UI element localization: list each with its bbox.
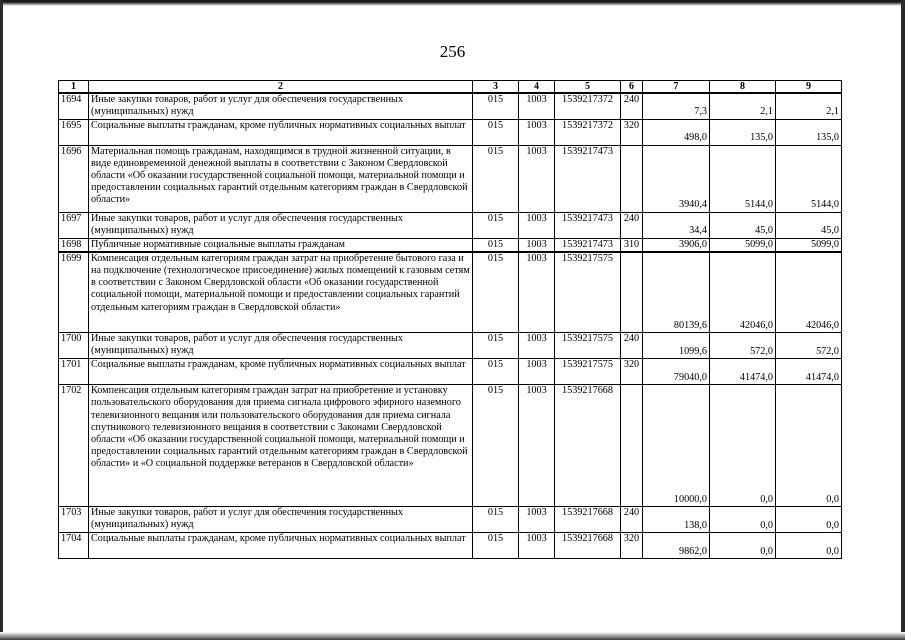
row-section-code: 1003 — [519, 333, 555, 359]
row-ministry-code: 015 — [473, 359, 519, 385]
row-amount-col8: 2,1 — [710, 93, 776, 119]
row-target-code: 1539217575 — [555, 252, 621, 333]
row-amount-col7: 498,0 — [643, 119, 710, 145]
row-target-code: 1539217668 — [555, 385, 621, 507]
row-section-code: 1003 — [519, 385, 555, 507]
table-header — [59, 81, 842, 94]
budget-table — [58, 80, 842, 559]
row-amount-col8: 5099,0 — [710, 238, 776, 252]
row-target-code: 1539217575 — [555, 359, 621, 385]
row-section-code: 1003 — [519, 533, 555, 559]
row-amount-col9: 135,0 — [776, 119, 842, 145]
row-section-code: 1003 — [519, 212, 555, 238]
row-amount-col9: 0,0 — [776, 533, 842, 559]
row-amount-col7: 80139,6 — [643, 252, 710, 333]
table-body — [59, 93, 842, 559]
row-section-code: 1003 — [519, 93, 555, 119]
table-row — [59, 385, 842, 507]
row-name: Компенсация отдельным категориям граждан затрат на приобретение бытового газа и на подключение (технологическое присоединение) жилых помещений к газовым сетям в соответствии с Законом Свердловской области «Об оказании государственной социальной помощи, материальной помощи и предоставлении социальных гарантий отдельным категориям граждан в Свердловской области» — [89, 252, 473, 333]
row-amount-col8: 0,0 — [710, 533, 776, 559]
row-amount-col7: 79040,0 — [643, 359, 710, 385]
row-section-code: 1003 — [519, 507, 555, 533]
row-section-code: 1003 — [519, 252, 555, 333]
row-ministry-code: 015 — [473, 238, 519, 252]
table-row — [59, 238, 842, 252]
row-name: Иные закупки товаров, работ и услуг для обеспечения государственных (муниципальных) нужд — [89, 333, 473, 359]
column-header-7: 7 — [643, 81, 710, 94]
table-row — [59, 252, 842, 333]
row-name: Публичные нормативные социальные выплаты гражданам — [89, 238, 473, 252]
scan-border-right — [901, 0, 905, 640]
row-amount-col8: 0,0 — [710, 385, 776, 507]
row-target-code: 1539217473 — [555, 145, 621, 212]
row-expense-type: 240 — [621, 507, 643, 533]
scan-border-bottom — [0, 632, 905, 640]
row-amount-col9: 5099,0 — [776, 238, 842, 252]
row-amount-col8: 0,0 — [710, 507, 776, 533]
row-amount-col7: 10000,0 — [643, 385, 710, 507]
row-ministry-code: 015 — [473, 385, 519, 507]
row-name: Иные закупки товаров, работ и услуг для обеспечения государственных (муниципальных) нужд — [89, 507, 473, 533]
row-name: Социальные выплаты гражданам, кроме публичных нормативных социальных выплат — [89, 359, 473, 385]
row-expense-type: 240 — [621, 212, 643, 238]
table-row — [59, 93, 842, 119]
row-amount-col8: 135,0 — [710, 119, 776, 145]
row-name: Социальные выплаты гражданам, кроме публичных нормативных социальных выплат — [89, 119, 473, 145]
row-amount-col9: 5144,0 — [776, 145, 842, 212]
row-amount-col8: 572,0 — [710, 333, 776, 359]
row-amount-col7: 138,0 — [643, 507, 710, 533]
row-amount-col9: 41474,0 — [776, 359, 842, 385]
row-expense-type: 240 — [621, 93, 643, 119]
column-header-8: 8 — [710, 81, 776, 94]
row-name: Материальная помощь гражданам, находящимся в трудной жизненной ситуации, в виде единовременной денежной выплаты в соответствии с Законом Свердловской области «Об оказании государственной социальной помощи, материальной помощи и предоставлении социальных гарантий отдельным категориям граждан в Свердловской области» — [89, 145, 473, 212]
row-ministry-code: 015 — [473, 145, 519, 212]
row-ministry-code: 015 — [473, 252, 519, 333]
column-header-9: 9 — [776, 81, 842, 94]
row-amount-col8: 41474,0 — [710, 359, 776, 385]
row-name: Иные закупки товаров, работ и услуг для обеспечения государственных (муниципальных) нужд — [89, 93, 473, 119]
row-name: Иные закупки товаров, работ и услуг для обеспечения государственных (муниципальных) нужд — [89, 212, 473, 238]
row-expense-type — [621, 145, 643, 212]
row-amount-col7: 3906,0 — [643, 238, 710, 252]
row-expense-type: 240 — [621, 333, 643, 359]
column-header-1: 1 — [59, 81, 89, 94]
header-row — [59, 81, 842, 94]
row-expense-type: 320 — [621, 533, 643, 559]
row-target-code: 1539217668 — [555, 507, 621, 533]
scan-border-left — [0, 0, 3, 640]
row-section-code: 1003 — [519, 238, 555, 252]
row-number: 1702 — [59, 385, 89, 507]
scan-border-top — [0, 0, 905, 6]
table-row — [59, 119, 842, 145]
row-ministry-code: 015 — [473, 507, 519, 533]
table-row — [59, 145, 842, 212]
column-header-6: 6 — [621, 81, 643, 94]
page-number: 256 — [439, 42, 466, 61]
column-header-4: 4 — [519, 81, 555, 94]
row-number: 1696 — [59, 145, 89, 212]
row-amount-col9: 572,0 — [776, 333, 842, 359]
row-target-code: 1539217372 — [555, 119, 621, 145]
table-row — [59, 359, 842, 385]
row-ministry-code: 015 — [473, 212, 519, 238]
row-name: Компенсация отдельным категориям граждан затрат на приобретение и установку пользовательского оборудования для приема сигнала цифрового эфирного наземного телевизионного вещания или пользовательского оборудования для приема сигнала спутникового телевизионного вещания в соответствии с Законами Свердловской области «Об оказании государственной социальной помощи, материальной помощи и предоставлении социальных гарантий отдельным категориям граждан в Свердловской области» и «О социальной поддержке ветеранов в Свердловской области» — [89, 385, 473, 507]
row-section-code: 1003 — [519, 119, 555, 145]
row-expense-type: 310 — [621, 238, 643, 252]
row-number: 1700 — [59, 333, 89, 359]
row-target-code: 1539217372 — [555, 93, 621, 119]
row-number: 1697 — [59, 212, 89, 238]
row-number: 1701 — [59, 359, 89, 385]
row-amount-col8: 42046,0 — [710, 252, 776, 333]
row-target-code: 1539217473 — [555, 212, 621, 238]
row-target-code: 1539217575 — [555, 333, 621, 359]
row-amount-col9: 2,1 — [776, 93, 842, 119]
row-number: 1695 — [59, 119, 89, 145]
row-target-code: 1539217473 — [555, 238, 621, 252]
row-number: 1703 — [59, 507, 89, 533]
table-row — [59, 333, 842, 359]
row-target-code: 1539217668 — [555, 533, 621, 559]
row-expense-type — [621, 252, 643, 333]
column-header-5: 5 — [555, 81, 621, 94]
row-amount-col7: 7,3 — [643, 93, 710, 119]
row-amount-col8: 5144,0 — [710, 145, 776, 212]
row-amount-col8: 45,0 — [710, 212, 776, 238]
row-expense-type: 320 — [621, 119, 643, 145]
row-ministry-code: 015 — [473, 119, 519, 145]
row-number: 1699 — [59, 252, 89, 333]
row-amount-col9: 45,0 — [776, 212, 842, 238]
row-ministry-code: 015 — [473, 93, 519, 119]
row-section-code: 1003 — [519, 145, 555, 212]
row-amount-col7: 34,4 — [643, 212, 710, 238]
row-amount-col7: 3940,4 — [643, 145, 710, 212]
row-amount-col7: 9862,0 — [643, 533, 710, 559]
row-number: 1698 — [59, 238, 89, 252]
row-section-code: 1003 — [519, 359, 555, 385]
row-expense-type: 320 — [621, 359, 643, 385]
table-row — [59, 533, 842, 559]
row-number: 1704 — [59, 533, 89, 559]
row-ministry-code: 015 — [473, 533, 519, 559]
row-amount-col7: 1099,6 — [643, 333, 710, 359]
table-row — [59, 507, 842, 533]
row-amount-col9: 42046,0 — [776, 252, 842, 333]
row-amount-col9: 0,0 — [776, 507, 842, 533]
row-amount-col9: 0,0 — [776, 385, 842, 507]
column-header-3: 3 — [473, 81, 519, 94]
row-ministry-code: 015 — [473, 333, 519, 359]
row-number: 1694 — [59, 93, 89, 119]
table-row — [59, 212, 842, 238]
column-header-2: 2 — [89, 81, 473, 94]
row-name: Социальные выплаты гражданам, кроме публичных нормативных социальных выплат — [89, 533, 473, 559]
row-expense-type — [621, 385, 643, 507]
